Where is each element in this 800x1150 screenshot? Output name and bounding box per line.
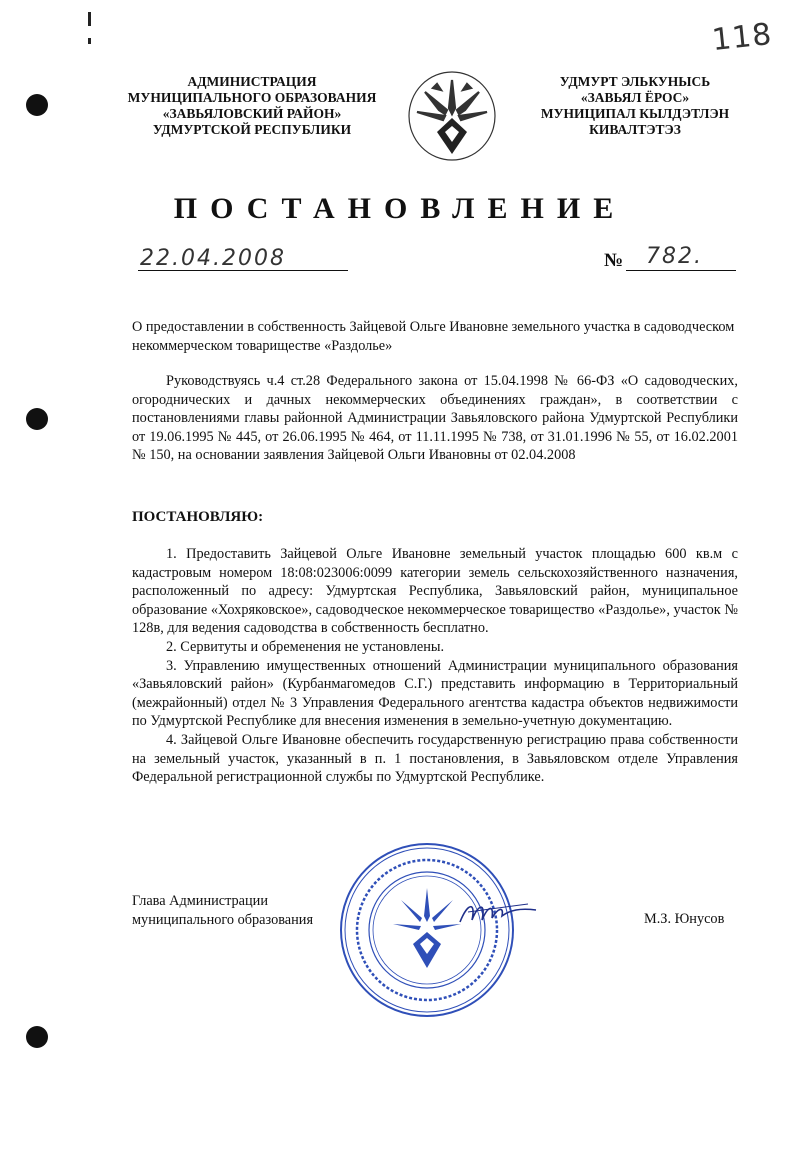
document-number: 782. — [646, 244, 703, 269]
header-right-line: МУНИЦИПАЛ КЫЛДЭТЛЭН — [540, 106, 730, 121]
signatory-name: М.З. Юнусов — [644, 911, 725, 927]
document-subject: О предоставлении в собственность Зайцевой Ольге Ивановне земельного участка в садоводческом некоммерческом товариществе «Раздолье» — [132, 319, 735, 354]
decree-items — [132, 545, 738, 787]
punch-hole — [26, 408, 48, 430]
header-left-line: УДМУРТСКОЙ РЕСПУБЛИКИ — [152, 122, 352, 137]
number-underline — [626, 270, 736, 271]
decree-heading: ПОСТАНОВЛЯЮ: — [132, 509, 264, 525]
header-left-line: «ЗАВЬЯЛОВСКИЙ РАЙОН» — [162, 106, 342, 121]
header-left-line: МУНИЦИПАЛЬНОГО ОБРАЗОВАНИЯ — [127, 90, 377, 105]
header-left-line: АДМИНИСТРАЦИЯ — [187, 74, 317, 89]
position-line: муниципального образования — [132, 912, 314, 928]
legal-basis-paragraph: Руководствуясь ч.4 ст.28 Федерального закона от 15.04.1998 № 66-ФЗ «О садоводческих, огороднических и дачных некоммерческих объединениях граждан», в соответствии с постановлениями главы районной Администрации Завьяловского района Удмуртской Республики от 19.06.1995 № 445, от 26.06.1995 № 464, от 11.11.1995 № 738, от 31.01.1996 № 55, от 16.02.2001 № 150, на основании заявления Зайцевой Ольги Ивановны от 02.04.2008 — [132, 373, 738, 464]
handwritten-page-number: 118 — [710, 16, 774, 59]
punch-hole — [26, 94, 48, 116]
number-sign: № — [604, 250, 624, 271]
document-date: 22.04.2008 — [140, 246, 286, 271]
margin-marks — [88, 12, 98, 52]
punch-hole — [26, 1026, 48, 1048]
header-left-russian — [112, 74, 392, 138]
header-right-line: КИВАЛТЭТЭЗ — [589, 122, 681, 137]
signatory-position — [132, 892, 313, 930]
district-emblem-icon — [407, 70, 497, 162]
handwritten-signature-icon — [458, 892, 538, 932]
date-underline — [138, 270, 348, 271]
decree-item: 2. Сервитуты и обременения не установлены. — [166, 638, 445, 655]
header-right-udmurt — [510, 74, 760, 138]
document-title: ПОСТАНОВЛЕНИЕ — [173, 192, 627, 225]
decree-item: 1. Предоставить Зайцевой Ольге Ивановне земельный участок площадью 600 кв.м с кадастровым номером 18:08:023006:0099 категории земель сельскохозяйственного назначения, расположенный по адресу: Удмуртская Республика, Завьяловский район, муниципальное образование «Хохряковское», садоводческое некоммерческое товарищество «Раздолье», участок № 128в, для ведения садоводства в собственность бесплатно. — [132, 546, 738, 637]
decree-item: 3. Управлению имущественных отношений Администрации муниципального образования «Завьяловский район» (Курбанмагомедов С.Г.) представить информацию в Территориальный (межрайонный) отдел № 3 Управления Федерального агентства кадастра объектов недвижимости по Удмуртской Республике для внесения изменения в земельно-учетную документацию. — [132, 657, 738, 730]
position-line: Глава Администрации — [132, 893, 268, 909]
decree-item: 4. Зайцевой Ольге Ивановне обеспечить государственную регистрацию права собственности на земельный участок, указанный в п. 1 постановления, в Завьяловском отделе Управления Федеральной регистрационной службы по Удмуртской Республике. — [132, 731, 738, 786]
header-right-line: УДМУРТ ЭЛЬКУНЫСЬ — [559, 74, 711, 89]
header-right-line: «ЗАВЬЯЛ ЁРОС» — [580, 90, 690, 105]
